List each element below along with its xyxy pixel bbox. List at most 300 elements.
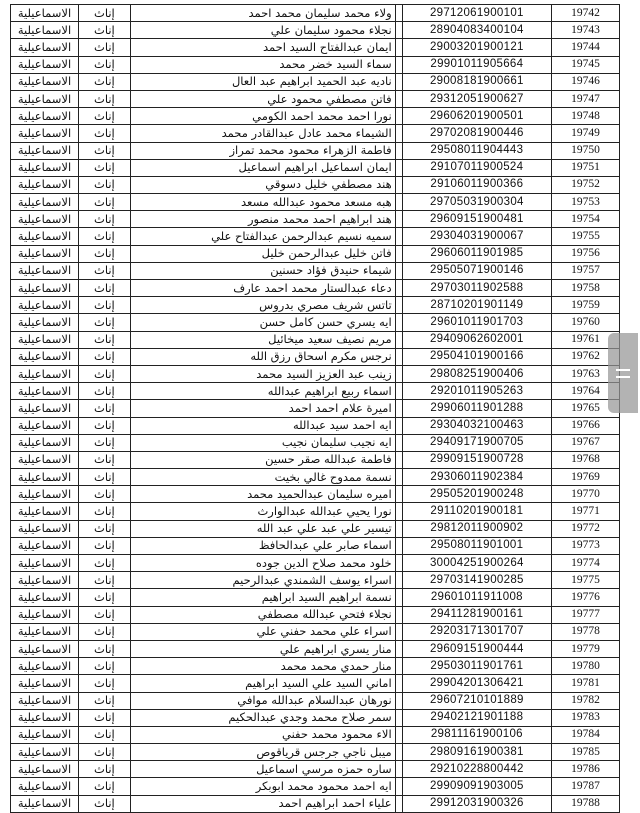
table-row <box>11 400 620 417</box>
table-row <box>11 211 620 228</box>
serial-cell: 19765 <box>551 400 619 417</box>
serial-cell: 19745 <box>551 56 619 73</box>
gender-cell: إناث <box>79 589 131 606</box>
governorate-cell: الاسماعيلية <box>11 589 79 606</box>
serial-cell: 19786 <box>551 761 619 778</box>
gender-cell: إناث <box>79 56 131 73</box>
serial-cell: 19763 <box>551 365 619 382</box>
name-cell: منار يسري ابراهيم علي <box>130 640 395 657</box>
national-id-cell: 29003201900121 <box>402 39 551 56</box>
name-cell: فاطمة عبدالله صقر حسين <box>130 451 395 468</box>
governorate-cell: الاسماعيلية <box>11 400 79 417</box>
name-cell: ناديه عبد الحميد ابراهيم عبد العال <box>130 73 395 90</box>
table-row <box>11 262 620 279</box>
column-gap <box>395 761 402 778</box>
gender-cell: إناث <box>79 795 131 812</box>
governorate-cell: الاسماعيلية <box>11 469 79 486</box>
governorate-cell: الاسماعيلية <box>11 125 79 142</box>
gender-cell: إناث <box>79 228 131 245</box>
table-row <box>11 417 620 434</box>
column-gap <box>395 658 402 675</box>
column-gap <box>395 417 402 434</box>
national-id-cell: 29601011911008 <box>402 589 551 606</box>
table-row <box>11 331 620 348</box>
gender-cell: إناث <box>79 658 131 675</box>
governorate-cell: الاسماعيلية <box>11 486 79 503</box>
column-gap <box>395 640 402 657</box>
name-cell: هبه مسعد محمود عبدالله مسعد <box>130 194 395 211</box>
name-cell: الاء محمود محمد حفني <box>130 726 395 743</box>
gender-cell: إناث <box>79 39 131 56</box>
national-id-cell: 29812011900902 <box>402 520 551 537</box>
serial-cell: 19780 <box>551 658 619 675</box>
governorate-cell: الاسماعيلية <box>11 176 79 193</box>
national-id-cell: 29609151900481 <box>402 211 551 228</box>
governorate-cell: الاسماعيلية <box>11 211 79 228</box>
gender-cell: إناث <box>79 297 131 314</box>
gender-cell: إناث <box>79 434 131 451</box>
column-gap <box>395 486 402 503</box>
serial-cell: 19744 <box>551 39 619 56</box>
column-gap <box>395 778 402 795</box>
gender-cell: إناث <box>79 692 131 709</box>
serial-cell: 19754 <box>551 211 619 228</box>
national-id-cell: 29304031900067 <box>402 228 551 245</box>
national-id-cell: 29210228800442 <box>402 761 551 778</box>
serial-cell: 19762 <box>551 348 619 365</box>
gender-cell: إناث <box>79 520 131 537</box>
governorate-cell: الاسماعيلية <box>11 555 79 572</box>
serial-cell: 19767 <box>551 434 619 451</box>
name-cell: هند ابراهيم احمد محمد منصور <box>130 211 395 228</box>
national-id-cell: 29712061900101 <box>402 5 551 22</box>
name-cell: مريم نصيف سعيد ميخائيل <box>130 331 395 348</box>
column-gap <box>395 365 402 382</box>
name-cell: خلود محمد صلاح الدين جوده <box>130 555 395 572</box>
national-id-cell: 29909091903005 <box>402 778 551 795</box>
name-cell: اسماء ربيع ابراهيم عبدالله <box>130 383 395 400</box>
governorate-cell: الاسماعيلية <box>11 709 79 726</box>
column-gap <box>395 692 402 709</box>
column-gap <box>395 125 402 142</box>
name-cell: تيسير علي عبد علي عبد الله <box>130 520 395 537</box>
serial-cell: 19783 <box>551 709 619 726</box>
serial-cell: 19752 <box>551 176 619 193</box>
column-gap <box>395 331 402 348</box>
gender-cell: إناث <box>79 125 131 142</box>
table-row <box>11 280 620 297</box>
column-gap <box>395 520 402 537</box>
governorate-cell: الاسماعيلية <box>11 262 79 279</box>
serial-cell: 19771 <box>551 503 619 520</box>
column-gap <box>395 503 402 520</box>
national-id-cell: 29508011904443 <box>402 142 551 159</box>
table-row <box>11 658 620 675</box>
column-gap <box>395 709 402 726</box>
serial-cell: 19768 <box>551 451 619 468</box>
table-row <box>11 451 620 468</box>
serial-cell: 19756 <box>551 245 619 262</box>
column-gap <box>395 555 402 572</box>
serial-cell: 19753 <box>551 194 619 211</box>
serial-cell: 19775 <box>551 572 619 589</box>
name-cell: فاتن مصطفي محمود علي <box>130 90 395 107</box>
serial-cell: 19760 <box>551 314 619 331</box>
table-row <box>11 365 620 382</box>
table-row <box>11 606 620 623</box>
governorate-cell: الاسماعيلية <box>11 778 79 795</box>
serial-cell: 19773 <box>551 537 619 554</box>
column-gap <box>395 56 402 73</box>
column-gap <box>395 176 402 193</box>
gender-cell: إناث <box>79 90 131 107</box>
name-cell: شيماء حنيدق فؤاد حسنين <box>130 262 395 279</box>
column-gap <box>395 108 402 125</box>
gender-cell: إناث <box>79 383 131 400</box>
gender-cell: إناث <box>79 314 131 331</box>
table-row <box>11 709 620 726</box>
governorate-cell: الاسماعيلية <box>11 56 79 73</box>
column-gap <box>395 22 402 39</box>
serial-cell: 19743 <box>551 22 619 39</box>
governorate-cell: الاسماعيلية <box>11 297 79 314</box>
page-scroll-handle[interactable] <box>608 333 638 413</box>
governorate-cell: الاسماعيلية <box>11 348 79 365</box>
name-cell: نورا احمد محمد احمد الكومي <box>130 108 395 125</box>
column-gap <box>395 142 402 159</box>
table-row <box>11 640 620 657</box>
gender-cell: إناث <box>79 159 131 176</box>
governorate-cell: الاسماعيلية <box>11 537 79 554</box>
handle-grip-line <box>616 376 630 378</box>
serial-cell: 19766 <box>551 417 619 434</box>
column-gap <box>395 623 402 640</box>
column-gap <box>395 159 402 176</box>
table-row <box>11 383 620 400</box>
name-cell: نسمة ابراهيم السيد ابراهيم <box>130 589 395 606</box>
governorate-cell: الاسماعيلية <box>11 331 79 348</box>
table-row <box>11 589 620 606</box>
national-id-cell: 29409062602001 <box>402 331 551 348</box>
name-cell: نجلاء محمود سليمان علي <box>130 22 395 39</box>
name-cell: ميبل ناجي جرجس قرياقوص <box>130 744 395 761</box>
governorate-cell: الاسماعيلية <box>11 520 79 537</box>
table-row <box>11 434 620 451</box>
serial-cell: 19774 <box>551 555 619 572</box>
name-cell: نورهان عبدالسلام عبدالله موافي <box>130 692 395 709</box>
serial-cell: 19779 <box>551 640 619 657</box>
national-id-cell: 28904083400104 <box>402 22 551 39</box>
table-row <box>11 314 620 331</box>
name-cell: اميرة علام احمد احمد <box>130 400 395 417</box>
serial-cell: 19747 <box>551 90 619 107</box>
table-row <box>11 744 620 761</box>
national-id-cell: 29201011905263 <box>402 383 551 400</box>
name-cell: نجلاء فتحي عبدالله مصطفي <box>130 606 395 623</box>
table-row <box>11 159 620 176</box>
gender-cell: إناث <box>79 778 131 795</box>
column-gap <box>395 383 402 400</box>
name-cell: سميه نسيم عبدالرحمن عبدالفتاح علي <box>130 228 395 245</box>
table-row <box>11 623 620 640</box>
serial-cell: 19758 <box>551 280 619 297</box>
table-row <box>11 503 620 520</box>
governorate-cell: الاسماعيلية <box>11 108 79 125</box>
column-gap <box>395 675 402 692</box>
gender-cell: إناث <box>79 744 131 761</box>
governorate-cell: الاسماعيلية <box>11 434 79 451</box>
national-id-cell: 29703011902588 <box>402 280 551 297</box>
governorate-cell: الاسماعيلية <box>11 280 79 297</box>
column-gap <box>395 280 402 297</box>
national-id-cell: 29312051900627 <box>402 90 551 107</box>
table-row <box>11 108 620 125</box>
governorate-cell: الاسماعيلية <box>11 658 79 675</box>
table-row <box>11 778 620 795</box>
national-id-cell: 29504101900166 <box>402 348 551 365</box>
column-gap <box>395 469 402 486</box>
national-id-cell: 29411281900161 <box>402 606 551 623</box>
table-row <box>11 39 620 56</box>
gender-cell: إناث <box>79 555 131 572</box>
table-row <box>11 176 620 193</box>
gender-cell: إناث <box>79 400 131 417</box>
name-cell: ايه احمد محمود محمد ابوبكر <box>130 778 395 795</box>
table-row <box>11 22 620 39</box>
gender-cell: إناث <box>79 176 131 193</box>
name-cell: ايمان اسماعيل ابراهيم اسماعيل <box>130 159 395 176</box>
gender-cell: إناث <box>79 245 131 262</box>
table-row <box>11 125 620 142</box>
name-cell: ايمان عبدالفتاح السيد احمد <box>130 39 395 56</box>
serial-cell: 19770 <box>551 486 619 503</box>
serial-cell: 19755 <box>551 228 619 245</box>
gender-cell: إناث <box>79 5 131 22</box>
national-id-cell: 29606011901985 <box>402 245 551 262</box>
column-gap <box>395 572 402 589</box>
national-id-cell: 28710201901149 <box>402 297 551 314</box>
table-row <box>11 348 620 365</box>
table-row <box>11 469 620 486</box>
national-id-cell: 29912031900326 <box>402 795 551 812</box>
national-id-cell: 29008181900661 <box>402 73 551 90</box>
gender-cell: إناث <box>79 761 131 778</box>
serial-cell: 19787 <box>551 778 619 795</box>
national-id-cell: 29106011900366 <box>402 176 551 193</box>
national-id-cell: 29203171301707 <box>402 623 551 640</box>
name-cell: اميره سليمان عبدالحميد محمد <box>130 486 395 503</box>
gender-cell: إناث <box>79 211 131 228</box>
column-gap <box>395 744 402 761</box>
governorate-cell: الاسماعيلية <box>11 159 79 176</box>
serial-cell: 19764 <box>551 383 619 400</box>
national-id-cell: 29609151900444 <box>402 640 551 657</box>
table-row <box>11 520 620 537</box>
governorate-cell: الاسماعيلية <box>11 606 79 623</box>
gender-cell: إناث <box>79 108 131 125</box>
serial-cell: 19761 <box>551 331 619 348</box>
national-id-cell: 29607210101889 <box>402 692 551 709</box>
column-gap <box>395 228 402 245</box>
gender-cell: إناث <box>79 503 131 520</box>
name-cell: سمر صلاح محمد وجدي عبدالحكيم <box>130 709 395 726</box>
national-id-cell: 29402121901188 <box>402 709 551 726</box>
serial-cell: 19742 <box>551 5 619 22</box>
governorate-cell: الاسماعيلية <box>11 572 79 589</box>
gender-cell: إناث <box>79 142 131 159</box>
governorate-cell: الاسماعيلية <box>11 726 79 743</box>
serial-cell: 19776 <box>551 589 619 606</box>
governorate-cell: الاسماعيلية <box>11 623 79 640</box>
column-gap <box>395 194 402 211</box>
name-cell: زينب عبد العزيز السيد محمد <box>130 365 395 382</box>
national-id-cell: 29703141900285 <box>402 572 551 589</box>
serial-cell: 19782 <box>551 692 619 709</box>
national-id-cell: 29110201900181 <box>402 503 551 520</box>
serial-cell: 19769 <box>551 469 619 486</box>
national-id-cell: 29909151900728 <box>402 451 551 468</box>
serial-cell: 19757 <box>551 262 619 279</box>
gender-cell: إناث <box>79 675 131 692</box>
column-gap <box>395 726 402 743</box>
national-id-cell: 29505201900248 <box>402 486 551 503</box>
gender-cell: إناث <box>79 194 131 211</box>
name-cell: دعاء عبدالستار محمد احمد عارف <box>130 280 395 297</box>
results-table <box>10 4 620 813</box>
column-gap <box>395 451 402 468</box>
serial-cell: 19749 <box>551 125 619 142</box>
table-row <box>11 555 620 572</box>
governorate-cell: الاسماعيلية <box>11 383 79 400</box>
governorate-cell: الاسماعيلية <box>11 417 79 434</box>
serial-cell: 19759 <box>551 297 619 314</box>
name-cell: نرجس مكرم اسحاق رزق الله <box>130 348 395 365</box>
governorate-cell: الاسماعيلية <box>11 73 79 90</box>
gender-cell: إناث <box>79 709 131 726</box>
gender-cell: إناث <box>79 537 131 554</box>
column-gap <box>395 400 402 417</box>
gender-cell: إناث <box>79 572 131 589</box>
table-row <box>11 73 620 90</box>
column-gap <box>395 537 402 554</box>
national-id-cell: 29505071900146 <box>402 262 551 279</box>
serial-cell: 19784 <box>551 726 619 743</box>
national-id-cell: 29705031900304 <box>402 194 551 211</box>
name-cell: اسماء صابر علي عبدالحافظ <box>130 537 395 554</box>
national-id-cell: 30004251900264 <box>402 555 551 572</box>
serial-cell: 19781 <box>551 675 619 692</box>
table-body <box>11 5 620 813</box>
name-cell: ايه نجيب سليمان نجيب <box>130 434 395 451</box>
name-cell: هند مصطفي خليل دسوقي <box>130 176 395 193</box>
serial-cell: 19785 <box>551 744 619 761</box>
column-gap <box>395 262 402 279</box>
gender-cell: إناث <box>79 640 131 657</box>
governorate-cell: الاسماعيلية <box>11 675 79 692</box>
handle-grip-line <box>616 369 630 371</box>
governorate-cell: الاسماعيلية <box>11 245 79 262</box>
column-gap <box>395 90 402 107</box>
name-cell: فاطمة الزهراء محمود محمد تمراز <box>130 142 395 159</box>
name-cell: تاتس شريف مصري بدروس <box>130 297 395 314</box>
name-cell: علياء احمد ابراهيم احمد <box>130 795 395 812</box>
table-row <box>11 142 620 159</box>
table-row <box>11 297 620 314</box>
governorate-cell: الاسماعيلية <box>11 744 79 761</box>
gender-cell: إناث <box>79 348 131 365</box>
serial-cell: 19748 <box>551 108 619 125</box>
table-row <box>11 194 620 211</box>
governorate-cell: الاسماعيلية <box>11 39 79 56</box>
gender-cell: إناث <box>79 451 131 468</box>
national-id-cell: 29306011902384 <box>402 469 551 486</box>
table-row <box>11 486 620 503</box>
name-cell: ساره حمزه مرسي اسماعيل <box>130 761 395 778</box>
national-id-cell: 29508011901001 <box>402 537 551 554</box>
governorate-cell: الاسماعيلية <box>11 314 79 331</box>
serial-cell: 19746 <box>551 73 619 90</box>
national-id-cell: 29606201900501 <box>402 108 551 125</box>
governorate-cell: الاسماعيلية <box>11 692 79 709</box>
national-id-cell: 29304032100463 <box>402 417 551 434</box>
gender-cell: إناث <box>79 606 131 623</box>
gender-cell: إناث <box>79 22 131 39</box>
name-cell: اسراء يوسف الشمندي عبدالرحيم <box>130 572 395 589</box>
column-gap <box>395 314 402 331</box>
name-cell: نسمة ممدوح غالي بخيت <box>130 469 395 486</box>
national-id-cell: 29601011901703 <box>402 314 551 331</box>
serial-cell: 19772 <box>551 520 619 537</box>
governorate-cell: الاسماعيلية <box>11 640 79 657</box>
name-cell: ايه احمد سيد عبدالله <box>130 417 395 434</box>
gender-cell: إناث <box>79 623 131 640</box>
column-gap <box>395 211 402 228</box>
gender-cell: إناث <box>79 73 131 90</box>
table-row <box>11 537 620 554</box>
serial-cell: 19777 <box>551 606 619 623</box>
governorate-cell: الاسماعيلية <box>11 5 79 22</box>
name-cell: سماء السيد خضر محمد <box>130 56 395 73</box>
column-gap <box>395 245 402 262</box>
gender-cell: إناث <box>79 726 131 743</box>
table-row <box>11 56 620 73</box>
national-id-cell: 29811161900106 <box>402 726 551 743</box>
national-id-cell: 29901011905664 <box>402 56 551 73</box>
table-row <box>11 572 620 589</box>
table-row <box>11 90 620 107</box>
governorate-cell: الاسماعيلية <box>11 795 79 812</box>
column-gap <box>395 606 402 623</box>
national-id-cell: 29906011901288 <box>402 400 551 417</box>
gender-cell: إناث <box>79 262 131 279</box>
name-cell: فاتن خليل عبدالرحمن خليل <box>130 245 395 262</box>
governorate-cell: الاسماعيلية <box>11 451 79 468</box>
name-cell: منار حمدي محمد محمد <box>130 658 395 675</box>
column-gap <box>395 348 402 365</box>
national-id-cell: 29808251900406 <box>402 365 551 382</box>
table-row <box>11 228 620 245</box>
serial-cell: 19788 <box>551 795 619 812</box>
gender-cell: إناث <box>79 417 131 434</box>
table-row <box>11 675 620 692</box>
national-id-cell: 29904201306421 <box>402 675 551 692</box>
name-cell: الشيماء محمد عادل عبدالقادر محمد <box>130 125 395 142</box>
governorate-cell: الاسماعيلية <box>11 194 79 211</box>
governorate-cell: الاسماعيلية <box>11 503 79 520</box>
gender-cell: إناث <box>79 331 131 348</box>
name-cell: اماني السيد علي السيد ابراهيم <box>130 675 395 692</box>
name-cell: نورا يحيي عبدالله عبدالوارث <box>130 503 395 520</box>
